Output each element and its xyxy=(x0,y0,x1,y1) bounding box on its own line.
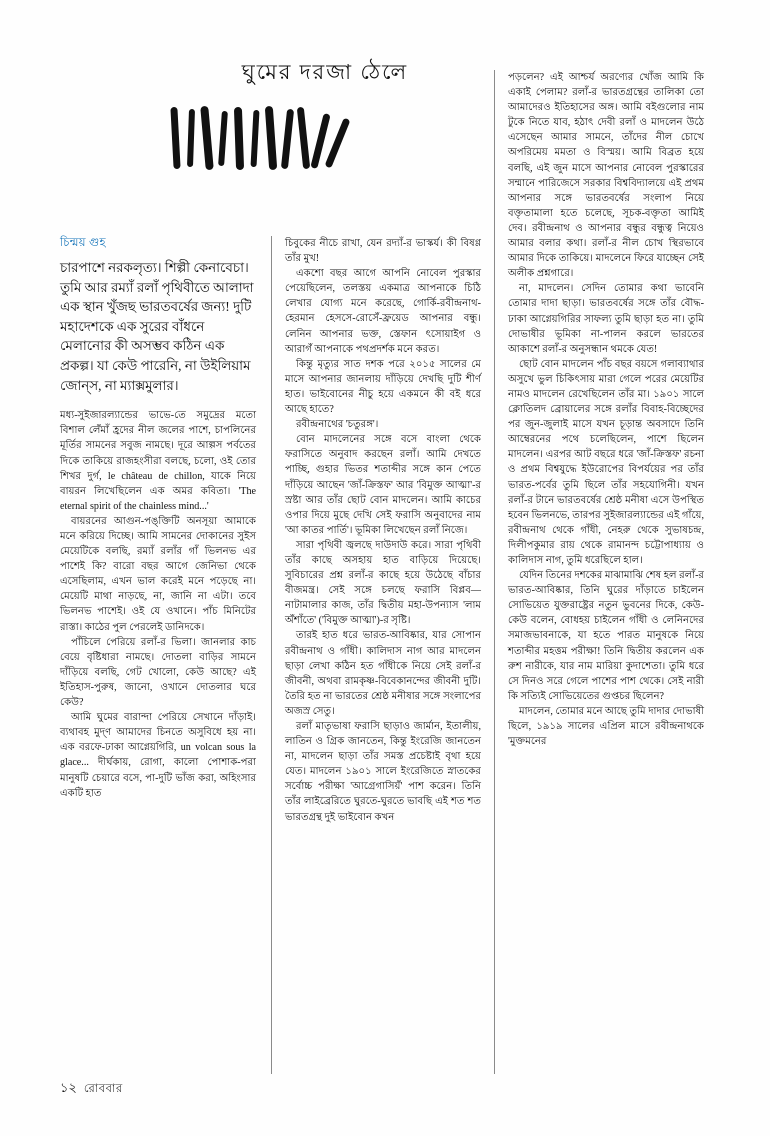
article-column-3 xyxy=(508,70,704,749)
byline: চিন্ময় গুহ xyxy=(60,237,106,249)
lede-paragraph: চারপাশে নরকলৃত্য। শিল্পী কেনাবেচা। তুমি আর রম্যাঁ রলাঁ পৃথিবীতে আলাদা এক স্থান খুঁজছ ভারতবর্ষের জন্য! দুটি মহাদেশকে এক সুরের বাঁধনে মেলানোর কী অসম্ভব কঠিন এক প্রকল্প। যা কেউ পারেনি, না উইলিয়াম জোন্‌স, না ম্যাক্সমুলার। xyxy=(60,260,254,393)
paragraph: মাদলেন, তোমার মনে আছে তুমি দাদার দোভাষী ছিলে, ১৯১৯ সালের এপ্রিল মাসে রবীন্দ্রনাথকে 'মুক্তমনের xyxy=(508,705,704,748)
paragraph: একশো বছর আগে আপনি নোবেল পুরস্কার পেয়েছিলেন, তলস্তয় একমাত্র আপনাকে চিঠি লেখার যোগ্য মনে করেছে, গোর্কি-রবীন্দ্রনাথ-হেরমান হেসসে-রোসেঁ-ফ্রয়েড আপনার বন্ধু। লেনিন আপনার ভক্ত, স্তেফান ৎসোয়াইগ ও আরাগঁ আপনাকে পথপ্রদর্শক মনে করত। xyxy=(285,268,481,355)
paragraph: রলাঁ মাতৃভাষা ফরাসি ছাড়াও জার্মান, ইতালীয়, লাতিন ও গ্রিক জানতেন, কিন্তু ইংরেজি জানতেন না, মাদলেন ছাড়া তাঁর সমস্ত প্রচেষ্টাই বৃথা হয়ে যেত। মাদলেন ১৯০১ সালে ইংরেজিতে স্নাতকের সর্বোচ্চ পরীক্ষা 'আগ্রেগাসিয়ঁ' পাশ করেন। তিনি তাঁর লাইব্রেরিতে ঘুরতে-ঘুরতে ভাবছি এই শত শত ভারতগ্রন্থ দুই ভাইবোন কখন xyxy=(285,721,481,823)
paragraph: পাঁচিলে পেরিয়ে রলাঁ-র ভিলা। জানলার কাচ বেয়ে বৃষ্টিধারা নামছে। দোতলা বাড়ির সামনে দাঁড়িয়ে বলছি, গেট খোলো, কেউ আছে? এই ইতিহাস-পুরুষ, জানো, ওখানে দোতলার ঘরে কেউ? xyxy=(60,636,256,709)
paragraph: রবীন্দ্রনাথের 'চতুরঙ্গ'। xyxy=(296,419,379,431)
paragraph: সারা পৃথিবী জ্বলছে দাউদাউ করে। সারা পৃথিবী তাঁর কাছে অসহায় হাত বাড়িয়ে দিয়েছে। সুবিচারের প্রশ্ন রলাঁ-র কাছে হয়ে উঠেছে বাঁচার বীজমন্ত্র। সেই সঙ্গে চলছে ফরাসি বিপ্লব—নাটামালার কাজ, তাঁর দ্বিতীয় মহা-উপন্যাস 'লাম অঁশাঁতে' ('বিমুক্ত আত্মা')-র সৃষ্টি। xyxy=(285,539,481,627)
paragraph: ছোট বোন মাদলেন পাঁচ বছর বয়সে গলাব্যাথার অসুখে ভুল চিকিৎসায় মারা গেলে পরের মেয়েটির নামও মাদলেন রেখেছিলেন তাঁর মা। ১৯০১ সালে ক্লোতিলদ ব্রোয়ালের সঙ্গে রলাঁর বিবাহ-বিচ্ছেদের পর জুন-জুলাই মাসে যখন চূড়ান্ত অবসাদে তিনি আম্বেরনের পথে চলেছিলেন, পাশে ছিলেন মাদলেন। এরপর আট বছরে ধরে 'জাঁ-ক্রিস্তফ' রচনা ও প্রথম বিশ্বযুদ্ধে ইউরোপের বিপর্যয়ের পর তাঁর ভারত-পর্বের তুমি ছিলে তাঁর সহযোগিনী। যখন রলাঁ-র টানে ভারতবর্ষের শ্রেষ্ঠ মনীষা এসে উপস্থিত হবেন ভিলনভে, তারপর সুইজারল্যান্ডের এই গাঁয়ে, রবীন্দ্রনাথ থেকে গাঁধী, নেহরু থেকে সুভাষচন্দ্র, দিলীপকুমার রায় থেকে রামানন্দ চট্টোপাধ্যায় ও কালিদাস নাগ, তুমি ধরেছিলে হাল। xyxy=(508,358,704,566)
paragraph: বায়রনের আগুন-পঙ্‌ক্তিটি অনসূয়া আমাকে মনে করিয়ে দিচ্ছে। আমি সামনের দোকানের সুইস মেয়েটিকে বলছি, রম্যাঁ রলাঁর গাঁ ভিলনভ এর পাশেই কি? বারো বছর আগে জেনিভা থেকে এসেছিলাম, এখন ভাল করেই মনে পড়েছে না। মেয়েটি মাথা নাড়ছে, না, জানি না এটা। তবে ভিলনভ পাশেই। ওই যে ওখানে। পাঁচ মিনিটের রাস্তা। কাঠের পুল পেরলেই ডানিদকে। xyxy=(60,515,256,633)
article-column-2 xyxy=(285,236,481,825)
paragraph: কিন্তু মৃত্যুর সাত দশক পরে ২০১৫ সালের মে মাসে আপনার জানলায় দাঁড়িয়ে দেখছি দুটি শীর্ণ হাত। ভাইবোনের নীচু হয়ে একমনে কী বই ধরে আছে হাতে? xyxy=(285,358,481,416)
paragraph: না, মাদলেন। সেদিন তোমার কথা ভাবেনি তোমার দাদা ছাড়া। ভারতবর্ষের সঙ্গে তাঁর বৌদ্ধ-ঢাকা আগ্নেয়গিরির সাফল্য তুমি ছাড়া হত না। তুমি দোভাষীর ভূমিকা না-পালন করলে ভারতের আকাশে রলাঁ-র অনুসন্ধান থমকে যেত! xyxy=(508,283,704,355)
page-number: ১২ xyxy=(60,1080,77,1095)
publication-name: রোববার xyxy=(83,1083,123,1095)
paragraph: তারই হাত ধরে ভারত-আবিষ্কার, যার সোপান রবীন্দ্রনাথ ও গাঁধী। কালিদাস নাগ আর মাদলেন ছাড়া লেখা কঠিন হত গাঁধীকে নিয়ে সেই রলাঁ-র জীবনী, অথবা রামকৃষ্ণ-বিবেকানন্দের জীবনী দুটি। তৈরি হত না ভারতের শ্রেষ্ঠ মনীষার সঙ্গে সংলাপের অজস্র সেতু। xyxy=(285,630,481,717)
paragraph: চিবুকের নীচে রাখা, যেন রদ্যাঁ-র ভাস্কর্য। কী বিষণ্ণ তাঁর মুখ! xyxy=(285,238,481,265)
paragraph: বোন মাদলেনের সঙ্গে বসে বাংলা থেকে ফরাসিতে অনুবাদ করছেন রলাঁ। আমি দেখতে পাচ্ছি, গুহার ভিতর শতাব্দীর সঙ্গে কান পেতে দাঁড়িয়ে আছেন 'জাঁ-ক্রিস্তফ' আর 'বিমুক্ত আত্মা'-র স্রষ্টা আর তাঁর ছোট বোন মাদলেন। আমি কাচের ওপার দিয়ে মুছে দেখি সেই ফরাসি অনুবাদের নাম 'আ কাতর পার্তি'। ভূমিকা লিখেছেন রলাঁ নিজে। xyxy=(285,434,481,536)
paragraph: যেদিন তিনের দশকের মাঝামাঝি শেষ হল রলাঁ-র ভারত-আবিষ্কার, তিনি ঘুরের দাঁড়াতে চাইলেন সোভিয়েত যুক্তরাষ্ট্রের নতুন ভুবনের দিকে, কেউ-কেউ বলেন, বোধহয় চাইলেন গাঁধী ও লেনিনদের সমাজভাবনাকে, যা হতে পারত মানুষকে নিয়ে শতাব্দীর মহত্তম পরীক্ষা! তিনি দ্বিতীয় করলেন এক রুশ নারীকে, যার নাম মারিয়া কুদাশেতা। তুমি ধরে সে দিনও সরে গেলে পাশের পাশ থেকে। সেই নারী কি সত্যিই সোভিয়েতের গুপ্তচর ছিলেন? xyxy=(508,570,704,702)
article-column-1 xyxy=(60,236,256,801)
page-footer xyxy=(60,1079,123,1100)
hand-drawn-strokes-artwork xyxy=(168,105,368,175)
page-title: ঘুমের দরজা ঠেলে xyxy=(241,60,409,84)
paragraph: মধ্য-সুইজারল্যান্ডের ভাভে-তে সমুদ্রের মতো বিশাল লেঁমাঁ হ্রদের নীল জলের পাশে, চাপলিনের মূর্তির সামনের সবুজ নামছে। দূরে আল্পস পর্বতের দিকে তাকিয়ে রাজহংসীরা বলছে, চলো, ওই তোর শিখর দুর্গ, le château de chillon, যাকে নিয়ে বায়রন লিখেছিলেন এক অমর কবিতা। 'The eternal spirit of the chainless mind...' xyxy=(60,410,256,512)
paragraph: পড়লেন? এই আশ্চর্য অরণ্যের খোঁজ আমি কি একাই পেলাম? রলাঁ-র ভারতগ্রন্থের তালিকা তো আমাদেরও ইতিহাসের অঙ্গ। আমি বইগুলোর নাম টুকে নিতে যাব, হঠাৎ দেবী রলাঁ ও মাদলেন উঠে এসেছেন আমার সামনে, তাঁদের নীল চোখে অপরিমেয় মমতা ও বিস্ময়। আমি বিব্রত হয়ে বলছি, এই জুন মাসে আপনার নোবেল পুরস্কারের সম্মানে পারিজেসে সরকার বিশ্ববিদ্যালয়ে এই প্রথম আপনার সঙ্গে ভারতবর্ষের সংলাপ নিয়ে বক্তৃতামালা হতে চলেছে, সূচক-বক্তৃতা আমিই দেব। রবীন্দ্রনাথ ও আপনার বন্ধুর বন্ধুত্ব নিয়েও আমার বলার কথা। রলাঁ-র নীল চোখ স্থিরভাবে আমার দিকে তাকিয়ে। মাদলেনে ফিরে যাচ্ছেন সেই অলীক প্রশ্নগারে। xyxy=(508,72,704,280)
masthead xyxy=(60,56,480,206)
paragraph: আমি ঘুমের বারান্দা পেরিয়ে সেখানে দাঁড়াই। ব্যথাবহ মুদ্‌ণ আমাদের চিনতে অসুবিধে হয় না। এক বরফে-ঢাকা আগ্নেয়গিরি, un volcan sous la glace... দীর্ঘকায়, রোগা, কালো পোশাক-পরা মানুষটি চেয়ারে বসে, পা-দুটি ভাঁজ করা, অহিংসার একটি হাত xyxy=(60,712,256,799)
